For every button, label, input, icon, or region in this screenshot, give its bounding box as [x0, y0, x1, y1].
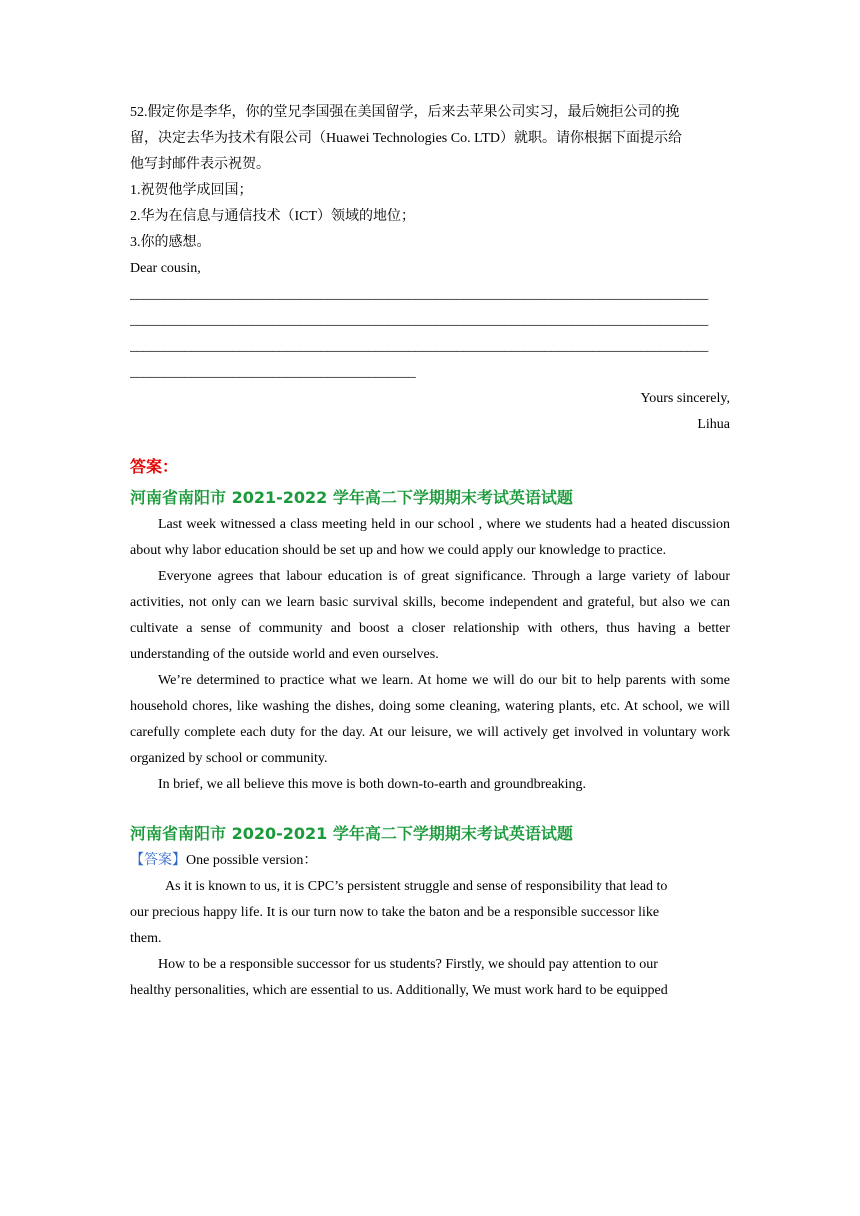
answer-blank-line: _____________________________________________________________________________________ — [130, 339, 709, 354]
essay2-line: our precious happy life. It is our turn now to take the baton and be a responsible successor like — [130, 905, 660, 920]
question-line-2: 留，决定去华为技术有限公司（Huawei Technologies Co. LTD）就职。请你根据下面提示给 — [130, 131, 682, 146]
letter-closing: Yours sincerely, — [640, 391, 730, 406]
answer-intro — [130, 848, 730, 874]
essay-paragraph: Everyone agrees that labour education is of great significance. Through a large variety of labour activities, not only can we learn basic survival skills, become independent and grateful, but also we can cultivate a sense of community and boost a closer relationship with others, thus having a better understanding of the outside world and even ourselves. — [130, 569, 730, 662]
hint-point-3: 3.你的感想。 — [130, 235, 211, 250]
answer-blank-line: _____________________________________________________________________________________ — [130, 313, 709, 328]
letter-signature: Lihua — [697, 417, 730, 432]
section-title-2020-2021: 河南省南阳市 2020-2021 学年高二下学期期末考试英语试题 — [130, 824, 573, 843]
essay2-line: As it is known to us, it is CPC’s persistent struggle and sense of responsibility that lead to — [165, 879, 668, 894]
answer-blank-line: _____________________________________________________________________________________ — [130, 287, 709, 302]
letter-greeting: Dear cousin, — [130, 261, 201, 276]
section-title-2021-2022: 河南省南阳市 2021-2022 学年高二下学期期末考试英语试题 — [130, 488, 573, 507]
essay-paragraph: Last week witnessed a class meeting held in our school , where we students had a heated discussion about why labor education should be set up and how we could apply our knowledge to practice. — [130, 517, 730, 558]
question-line-3: 他写封邮件表示祝贺。 — [130, 157, 270, 172]
answer-blank-line-short: __________________________________________ — [130, 365, 416, 380]
hint-point-2: 2.华为在信息与通信技术（ICT）领域的地位； — [130, 209, 416, 224]
document-content — [130, 100, 730, 1004]
answer-tag: 【答案】 — [130, 853, 186, 868]
essay2-line: How to be a responsible successor for us students? Firstly, we should pay attention to our — [158, 957, 658, 972]
spacer — [130, 798, 730, 816]
essay2-line: healthy personalities, which are essential to us. Additionally, We must work hard to be equipped — [130, 983, 668, 998]
question-line-1: 52.假定你是李华，你的堂兄李国强在美国留学，后来去苹果公司实习，最后婉拒公司的挽 — [130, 105, 680, 120]
answer-tag-text: One possible version： — [186, 853, 318, 868]
essay2-line: them. — [130, 931, 162, 946]
essay-paragraph: We’re determined to practice what we learn. At home we will do our bit to help parents with some household chores, like washing the dishes, doing some cleaning, watering plants, etc. At school, we will carefully complete each duty for the day. At our leisure, we will actively get involved in voluntary work organized by school or community. — [130, 673, 730, 766]
essay-paragraph: In brief, we all believe this move is both down-to-earth and groundbreaking. — [158, 777, 587, 792]
answer-label: 答案： — [130, 457, 179, 476]
hint-point-1: 1.祝贺他学成回国； — [130, 183, 253, 198]
